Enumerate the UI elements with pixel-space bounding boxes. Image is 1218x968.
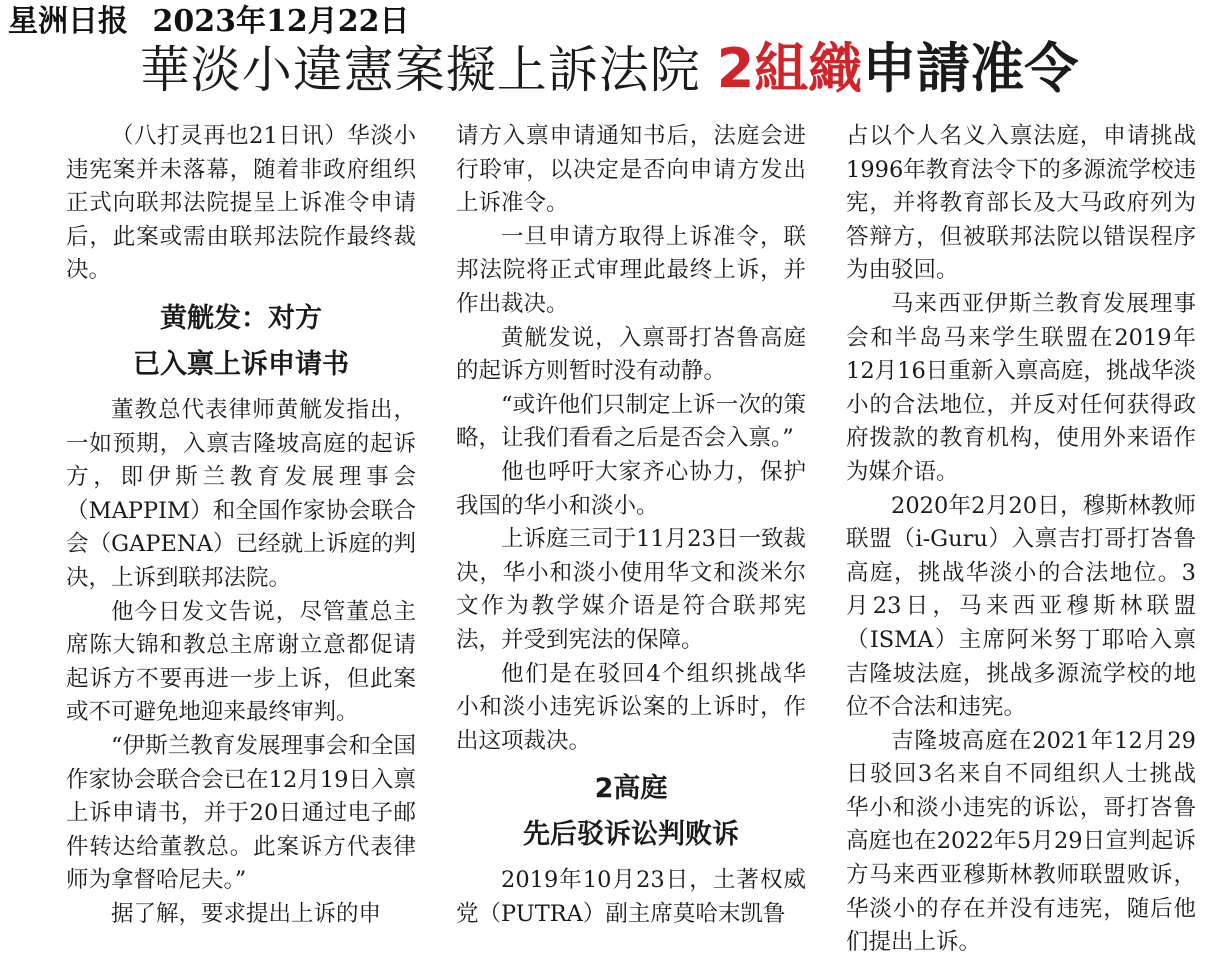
headline [0,30,1218,108]
paragraph: 2019年10月23日，土著权威党（PUTRA）副主席莫哈末凯鲁 [456,867,806,927]
paragraph: （八打灵再也21日讯）华淡小违宪案并未落幕，随着非政府组织正式向联邦法院提呈上诉准令申请后，此案或需由联邦法院作最终裁决。 [66,123,416,284]
subheading-line: 已入禀上诉申请书 [133,348,349,380]
publication-date: 2023年12月22日 [152,4,410,39]
headline-main: 華淡小違憲案擬上訴法院 [139,41,701,99]
paragraph: 一旦申请方取得上诉准令，联邦法院将正式审理此最终上诉，并作出裁决。 [456,223,806,317]
paragraph: 他今日发文告说，尽管董总主席陈大锦和教总主席谢立意都促请起诉方不要再进一步上诉，但此案或不可避免地迎来最终审判。 [66,598,416,726]
paragraph: “或许他们只制定上诉一次的策略，让我们看看之后是否会入禀。” [456,391,806,452]
paragraph: 马来西亚伊斯兰教育发展理事会和半岛马来学生联盟在2019年12月16日重新入禀高庭，挑战华淡小的合法地位，并反对任何获得政府拨款的教育机构，使用外来语作为媒介语。 [846,290,1196,485]
subheading [66,296,416,388]
paragraph: 黄觥发说，入禀哥打峇鲁高庭的起诉方则暂时没有动静。 [456,324,806,385]
headline-highlight: 2組織 [716,37,863,100]
paragraph: 请方入禀申请通知书后，法庭会进行聆审，以决定是否向申请方发出上诉准令。 [456,123,806,217]
paragraph: 吉隆坡高庭在2021年12月29日驳回3名来自不同组织人士挑战华小和淡小违宪的诉讼，哥打峇鲁高庭也在2022年5月29日宣判起诉方马来西亚穆斯林教师联盟败诉，华淡小的存在并没有违宪，随后他们提出上诉。 [846,727,1196,956]
paragraph: 据了解，要求提出上诉的申 [111,900,382,927]
paragraph: 上诉庭三司于11月23日一致裁决，华小和淡小使用华文和淡米尔文作为教学媒介语是符合联邦宪法，并受到宪法的保障。 [456,526,806,653]
paragraph: 他们是在驳回4个组织挑战华小和淡小违宪诉讼案的上诉时，作出这项裁决。 [456,660,806,754]
subheading-line: 黄觥发：对方 [160,302,322,334]
article-column-2 [456,120,806,931]
newspaper-name: 星洲日报 [8,4,128,39]
subheading-line: 先后驳诉讼判败诉 [523,819,739,851]
paragraph: 2020年2月20日，穆斯林教师联盟（i-Guru）入禀吉打哥打峇鲁高庭，挑战华淡小的合法地位。3月23日，马来西亚穆斯林联盟（ISMA）主席阿米努丁耶哈入禀吉隆坡法庭，挑战多源流学校的地位不合法和违宪。 [846,492,1196,721]
subheading [456,766,806,858]
headline-end: 申請准令 [862,37,1079,100]
paragraph: 他也呼吁大家齐心协力，保护我国的华小和淡小。 [456,458,806,519]
article-column-3 [846,120,1196,960]
subheading-line: 2高庭 [594,773,668,805]
paragraph: 占以个人名义入禀法庭，申请挑战1996年教育法令下的多源流学校违宪，并将教育部长及大马政府列为答辩方，但被联邦法院以错误程序为由驳回。 [846,123,1196,284]
paragraph: “伊斯兰教育发展理事会和全国作家协会联合会已在12月19日入禀上诉申请书，并于20日通过电子邮件转达给董教总。此案诉方代表律师为拿督哈尼夫。” [66,732,416,894]
article-column-1 [66,120,416,931]
paragraph: 董教总代表律师黄觥发指出，一如预期，入禀吉隆坡高庭的起诉方，即伊斯兰教育发展理事会（MAPPIM）和全国作家协会联合会（GAPENA）已经就上诉庭的判决，上诉到联邦法院。 [66,396,416,591]
